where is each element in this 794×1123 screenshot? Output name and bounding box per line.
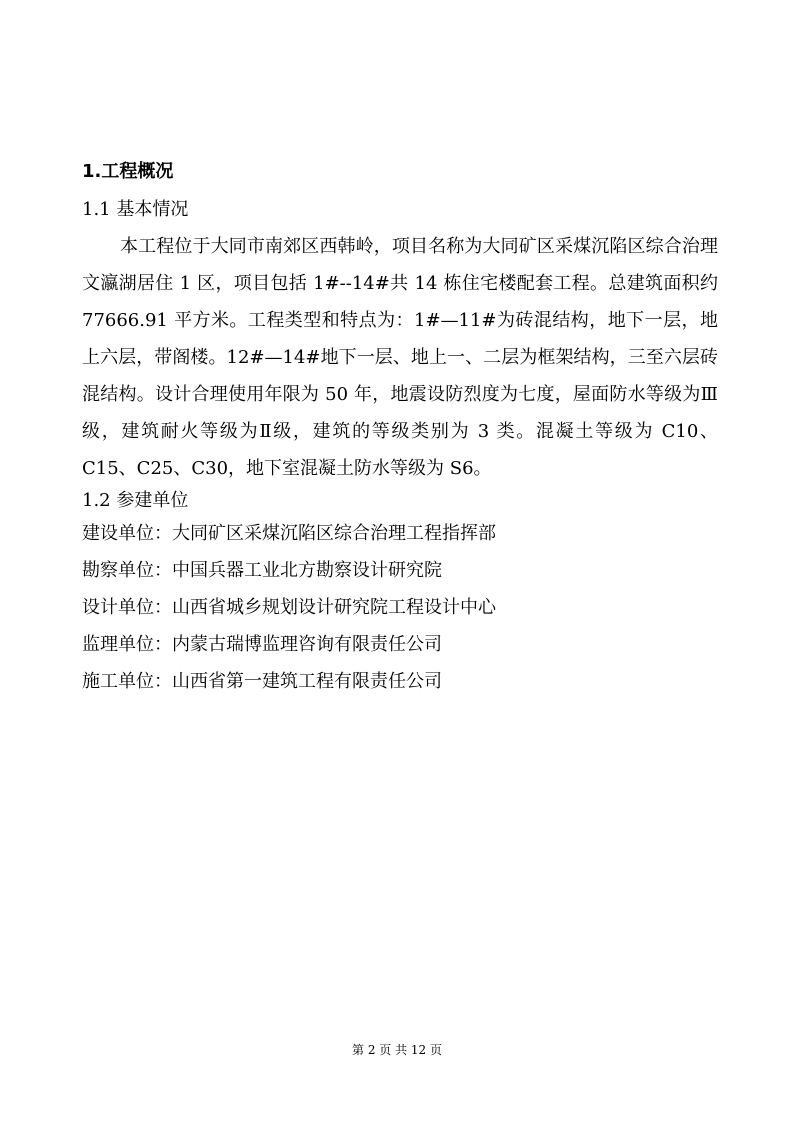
participant-row-design: 设计单位：山西省城乡规划设计研究院工程设计中心: [82, 597, 496, 618]
participant-row-survey: 勘察单位：中国兵器工业北方勘察设计研究院: [82, 560, 442, 581]
subsection-heading-participants: 1.2 参建单位: [82, 490, 189, 511]
page-number-footer: 第 2 页 共 12 页: [352, 1043, 442, 1057]
participant-row-owner: 建设单位：大同矿区采煤沉陷区综合治理工程指挥部: [82, 523, 496, 544]
participant-row-supervision: 监理单位：内蒙古瑞博监理咨询有限责任公司: [82, 634, 442, 655]
subsection-heading-basic-info: 1.1 基本情况: [82, 199, 189, 220]
participant-row-construction: 施工单位：山西省第一建筑工程有限责任公司: [82, 671, 442, 692]
page-content: [82, 160, 718, 700]
basic-info-paragraph: 本工程位于大同市南郊区西韩岭，项目名称为大同矿区采煤沉陷区综合治理文瀛湖居住 1 区，项目包括 1#--14#共 14 栋住宅楼配套工程。总建筑面积约 77666.91 平方米。工程类型和特点为：1#—11#为砖混结构，地下一层，地上六层，带阁楼。12#—14#地下一层、地上一、二层为框架结构，三至六层砖混结构。设计合理使用年限为 50 年，地震设防烈度为七度，屋面防水等级为Ⅲ级，建筑耐火等级为Ⅱ级，建筑的等级类别为 3 类。混凝土等级为 C10、C15、C25、C30，地下室混凝土防水等级为 S6。: [82, 236, 718, 479]
section-heading: 1.工程概况: [82, 161, 174, 182]
participant-list: [82, 515, 718, 700]
